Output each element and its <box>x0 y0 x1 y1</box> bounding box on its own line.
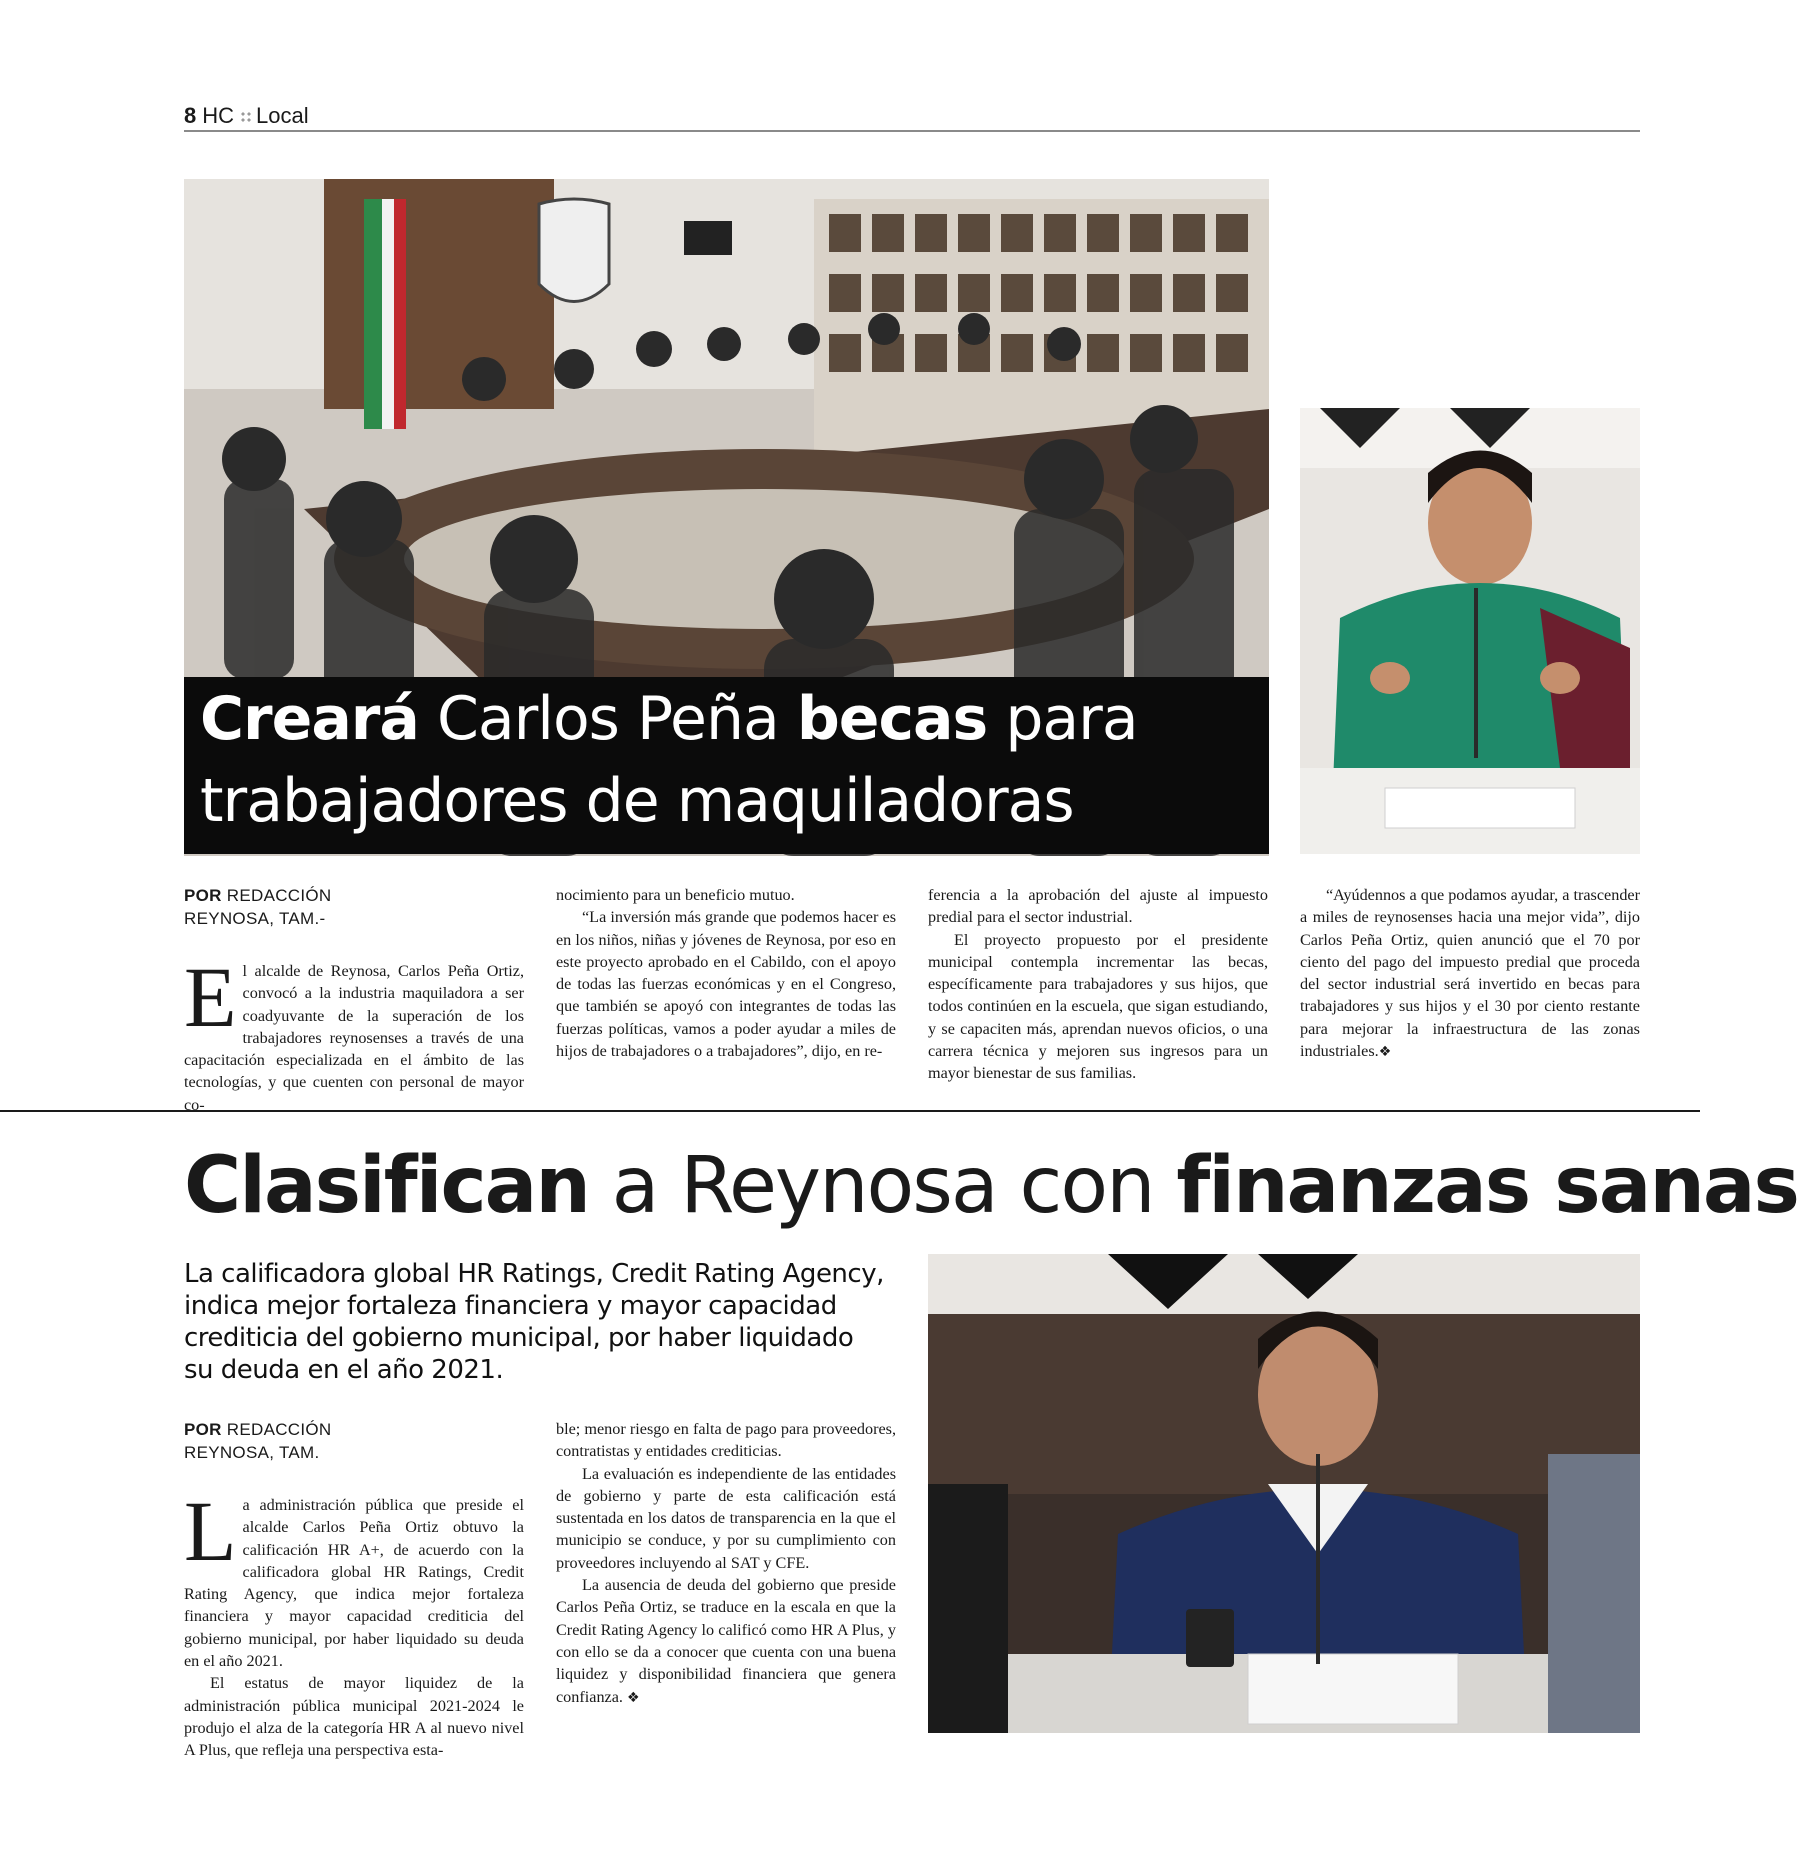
article2-headline <box>184 1140 1798 1232</box>
dots-icon <box>240 111 252 123</box>
paragraph-text: a administración pública que preside el alcalde Carlos Peña Ortiz obtuvo la calificación HR A+, de acuerdo con la calificadora global HR Ratings, Credit Rating Agency, que indica mejor fortaleza financiera y mayor capacidad crediticia del gobierno municipal, por haber liquidado su deuda en el año 2021. <box>184 1496 524 1671</box>
end-mark-icon: ❖ <box>627 1689 640 1706</box>
paragraph-text: “Ayúdennos a que podamos ayudar, a trascender a miles de reynosenses hacia una mejor vida”, dijo Carlos Peña Ortiz, quien anunció que el 70 por ciento del pago del impuesto predial que proceda del sector industrial será invertido en becas para trabajadores y sus hijos y el 30 por ciento restante para mejorar la infraestructura de las zonas industriales. <box>1300 886 1640 1061</box>
publication-name: HC <box>202 103 235 128</box>
dropcap: L <box>184 1483 237 1579</box>
article1-paragraph <box>1300 884 1640 1063</box>
headline-text: Carlos Peña <box>418 684 797 754</box>
article1-column-2 <box>556 884 896 1062</box>
headline-bold-word: finanzas sanas <box>1176 1141 1798 1231</box>
dropcap: E <box>184 949 237 1045</box>
byline-place: REYNOSA, TAM.- <box>184 909 326 928</box>
article1-paragraph: nocimiento para un beneficio mutuo. <box>556 886 795 904</box>
article1-paragraph: El proyecto propuesto por el presidente municipal contempla incrementar las becas, específicamente para trabajadores y sus hijos, que todos continúen en la escuela, que sigan estudiando, y se capaciten más, aprendan nuevos oficios, o una carrera técnica y mejoren sus ingresos para un mayor bienestar de sus familias. <box>928 930 1268 1083</box>
byline-place: REYNOSA, TAM. <box>184 1443 320 1462</box>
paragraph-text: l alcalde de Reynosa, Carlos Peña Ortiz, convocó a la industria maquiladora a ser coadyuvante de la superación de los trabajadores reynosenses a través de una capacitación especializada en el ámbito de las tecnologías, y que cuenten con personal de mayor co- <box>184 962 524 1114</box>
article1-paragraph: ferencia a la aprobación del ajuste al impuesto predial para el sector industrial. <box>928 886 1268 927</box>
page-header <box>184 101 1640 131</box>
article2-column-2 <box>556 1418 896 1709</box>
byline-author: REDACCIÓN <box>221 886 332 905</box>
byline-por: POR <box>184 1420 222 1439</box>
mayor-meeting-photo <box>928 1254 1640 1733</box>
article2-column-1 <box>184 1418 524 1762</box>
page-number: 8 <box>184 103 197 128</box>
article1-column-1 <box>184 884 524 1116</box>
headline-bold-word: becas <box>796 684 988 754</box>
article2-deck: La calificadora global HR Ratings, Credit Rating Agency, indica mejor fortaleza financiera y mayor capacidad crediticia del gobierno municipal, por haber liquidado su deuda en el año 2021. <box>184 1259 884 1385</box>
header-rule <box>184 130 1640 132</box>
byline-por: POR <box>184 886 222 905</box>
section-name: Local <box>256 103 309 128</box>
article2-paragraph <box>556 1574 896 1709</box>
section-divider <box>0 1110 1700 1112</box>
byline-author: REDACCIÓN <box>221 1420 332 1439</box>
article2-paragraph: La evaluación es independiente de las entidades de gobierno y parte de esta calificación está sustentada en los datos de transparencia en la que el municipio se conduce, y por su cumplimiento con proveedores incluyendo al SAT y CFE. <box>556 1464 896 1572</box>
article2-paragraph: ble; menor riesgo en falta de pago para proveedores, contratistas y entidades crediticias. <box>556 1420 896 1461</box>
article1-paragraph <box>184 949 524 1116</box>
article2-paragraph <box>184 1483 524 1672</box>
paragraph-text: La ausencia de deuda del gobierno que preside Carlos Peña Ortiz, se traduce en la escala en que la Credit Rating Agency lo calificó como HR A Plus, y con ello se da a conocer que cuenta con una buena liquidez y disponibilidad financiera que genera confianza. <box>556 1576 896 1706</box>
end-mark-icon: ❖ <box>1378 1044 1392 1061</box>
article1-column-4 <box>1300 884 1640 1063</box>
headline-bold-word: Clasifican <box>184 1141 589 1231</box>
article1-column-3 <box>928 884 1268 1085</box>
article1-headline <box>200 678 1260 842</box>
article1-paragraph: “La inversión más grande que podemos hacer es en los niños, niñas y jóvenes de Reynosa, por eso en este proyecto aprobado en el Cabildo, con el apoyo de todas las fuerzas económicas y en el Congreso, que también se apoyó con integrantes de todas las fuerzas políticas, vamos a poder ayudar a miles de hijos de trabajadores o a trabajadores”, dijo, en re- <box>556 908 896 1061</box>
article2-byline <box>184 1418 524 1464</box>
headline-bold-word: Creará <box>200 684 419 754</box>
article1-byline <box>184 884 524 930</box>
mayor-portrait-photo <box>1300 408 1640 854</box>
headline-text: trabajadores de maquiladoras <box>200 766 1074 836</box>
article2-paragraph: El estatus de mayor liquidez de la administración pública municipal 2021-2024 le produjo el alza de la categoría HR A al nuevo nivel A Plus, que refleja una perspectiva esta- <box>184 1674 524 1760</box>
headline-text: a Reynosa con <box>588 1141 1177 1231</box>
headline-text: para <box>987 684 1138 754</box>
